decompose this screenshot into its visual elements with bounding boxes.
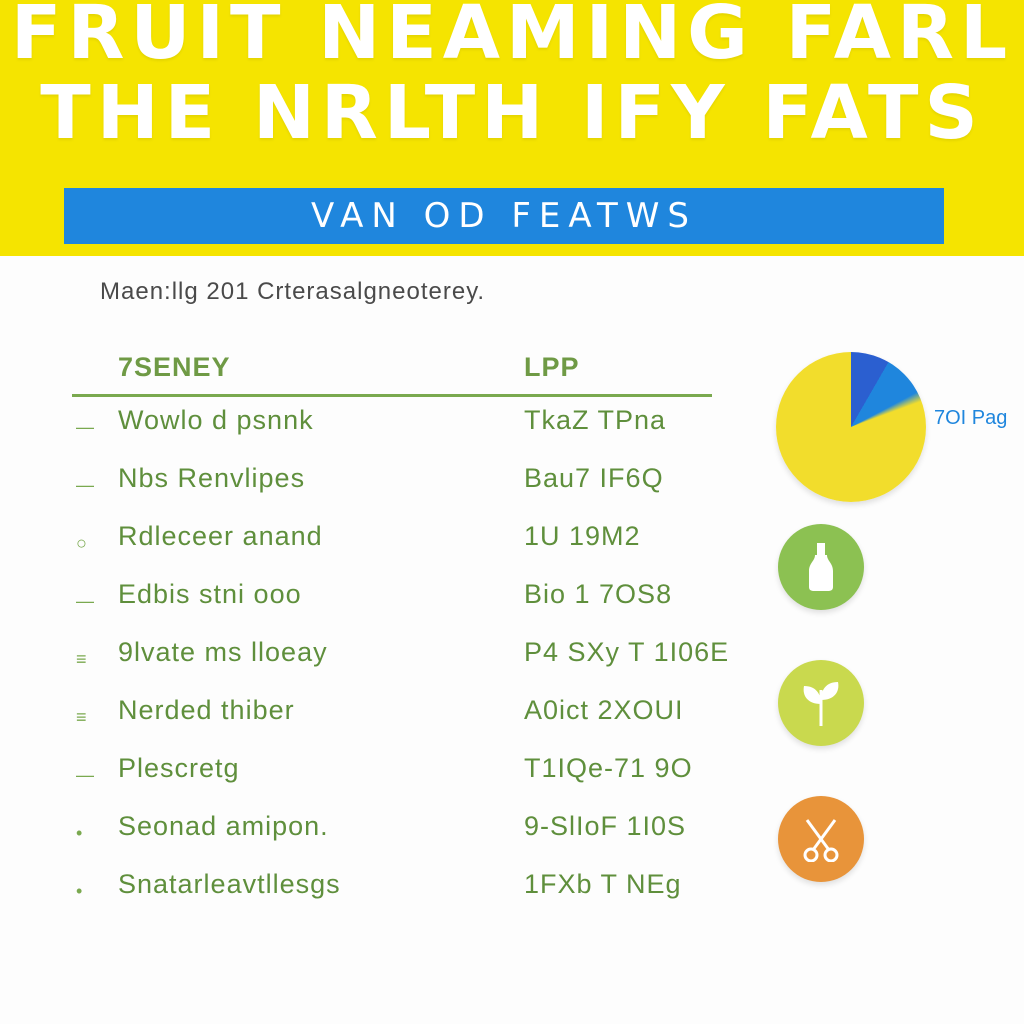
row-bullet-icon: ≡: [76, 707, 87, 727]
pie-chart: [776, 352, 1008, 512]
scissors-icon-badge: [778, 796, 864, 882]
row-name: 9lvate ms lloeay: [118, 637, 328, 667]
row-value: T1IQe-71 9O: [524, 753, 693, 783]
table-row: [72, 803, 712, 861]
nutrition-table: [72, 348, 730, 919]
table-row: [72, 455, 712, 513]
bottle-icon: [801, 541, 841, 593]
table-header-label: 7SENEY: [118, 352, 231, 382]
row-name: Snatarleavtllesgs: [118, 869, 341, 899]
row-bullet-icon: —: [76, 591, 94, 611]
row-value: 9-SlIoF 1I0S: [524, 811, 687, 841]
row-name: Wowlo d psnnk: [118, 405, 314, 435]
row-name: Rdleceer anand: [118, 521, 323, 551]
row-bullet-icon: ≡: [76, 649, 87, 669]
table-row: [72, 861, 712, 919]
row-name: Edbis stni ooo: [118, 579, 302, 609]
row-name: Seonad amipon.: [118, 811, 329, 841]
scissors-icon: [799, 816, 843, 862]
row-bullet-icon: —: [76, 765, 94, 785]
body-area: [0, 256, 1024, 1024]
intro-text: Maen:llg 201 Crterasalgneoterey.: [100, 278, 486, 305]
row-value: Bau7 IF6Q: [524, 463, 664, 493]
table-row: [72, 687, 712, 745]
table-row: [72, 745, 712, 803]
row-value: Bio 1 7OS8: [524, 579, 673, 609]
row-name: Nerded thiber: [118, 695, 295, 725]
row-bullet-icon: —: [76, 417, 94, 437]
row-name: Nbs Renvlipes: [118, 463, 306, 493]
row-bullet-icon: ○: [76, 533, 87, 553]
row-bullet-icon: •: [76, 823, 83, 843]
pie-chart-label: 7OI Pag: [934, 407, 1008, 429]
row-value: TkaZ TPna: [524, 405, 667, 435]
pie-graphic: [776, 352, 926, 502]
subtitle-bar: [64, 188, 944, 244]
subtitle-text: VAN OD FEATWS: [311, 196, 697, 236]
row-bullet-icon: •: [76, 881, 83, 901]
plant-icon-badge: [778, 660, 864, 746]
table-header-value: LPP: [524, 352, 580, 382]
table-row: [72, 629, 730, 687]
headline-line-2: THE NRLTH IFY FATS: [40, 70, 984, 156]
row-name: Plescretg: [118, 753, 240, 783]
table-row: [72, 397, 712, 455]
bottle-icon-badge: [778, 524, 864, 610]
row-value: 1FXb T NEg: [524, 869, 682, 899]
row-value: 1U 19M2: [524, 521, 641, 551]
table-row: [72, 513, 712, 571]
headline-line-1: FRUIT NEAMING FARL: [10, 0, 1014, 76]
table-row: [72, 571, 712, 629]
row-value: A0ict 2XOUI: [524, 695, 684, 725]
row-value: P4 SXy T 1I06E: [524, 637, 730, 667]
plant-icon: [798, 678, 844, 728]
table-header-row: [72, 348, 712, 397]
row-bullet-icon: —: [76, 475, 94, 495]
